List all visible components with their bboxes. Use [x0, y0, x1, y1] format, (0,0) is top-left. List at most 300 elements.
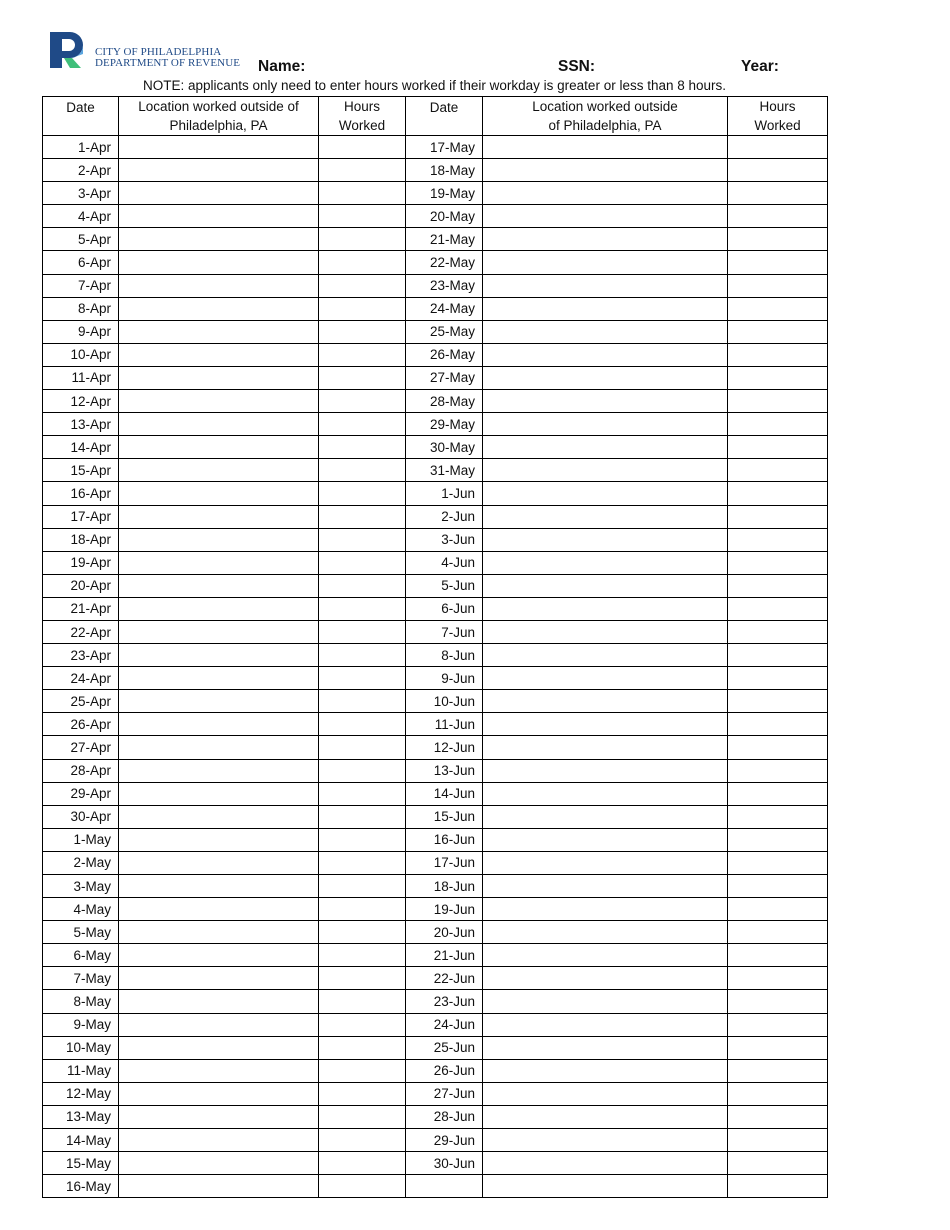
hours-entry-cell[interactable] — [319, 1082, 406, 1105]
hours-entry-cell[interactable] — [728, 898, 828, 921]
hours-entry-cell[interactable] — [319, 459, 406, 482]
hours-entry-cell[interactable] — [319, 736, 406, 759]
date-cell: 10-Apr — [43, 343, 119, 366]
location-entry-cell[interactable] — [483, 1036, 728, 1059]
location-entry-cell[interactable] — [119, 482, 319, 505]
location-entry-cell[interactable] — [483, 620, 728, 643]
hours-entry-cell[interactable] — [728, 205, 828, 228]
hours-entry-cell[interactable] — [728, 136, 828, 159]
date-cell: 29-Apr — [43, 782, 119, 805]
date-cell: 14-Jun — [406, 782, 483, 805]
hours-entry-cell[interactable] — [728, 644, 828, 667]
date-cell: 20-May — [406, 205, 483, 228]
hours-entry-cell[interactable] — [319, 1105, 406, 1128]
hours-entry-cell[interactable] — [319, 251, 406, 274]
table-row — [43, 736, 828, 759]
location-entry-cell[interactable] — [483, 1013, 728, 1036]
hours-entry-cell[interactable] — [728, 159, 828, 182]
location-entry-cell[interactable] — [119, 1036, 319, 1059]
date-cell: 10-May — [43, 1036, 119, 1059]
table-row — [43, 1105, 828, 1128]
hours-entry-cell[interactable] — [728, 459, 828, 482]
location-entry-cell[interactable] — [483, 1082, 728, 1105]
table-row — [43, 1059, 828, 1082]
table-row — [43, 228, 828, 251]
location-entry-cell[interactable] — [483, 574, 728, 597]
location-entry-cell[interactable] — [119, 597, 319, 620]
location-entry-cell[interactable] — [119, 1129, 319, 1152]
date-cell: 3-Apr — [43, 182, 119, 205]
location-entry-cell[interactable] — [119, 413, 319, 436]
location-entry-cell[interactable] — [483, 805, 728, 828]
location-entry-cell[interactable] — [483, 390, 728, 413]
date-cell: 24-Apr — [43, 667, 119, 690]
table-row — [43, 759, 828, 782]
location-entry-cell[interactable] — [483, 251, 728, 274]
location-entry-cell[interactable] — [119, 713, 319, 736]
date-cell: 12-May — [43, 1082, 119, 1105]
date-cell: 3-May — [43, 875, 119, 898]
logo-text — [95, 47, 240, 69]
location-entry-cell[interactable] — [483, 320, 728, 343]
date-cell: 11-Apr — [43, 366, 119, 389]
hours-entry-cell[interactable] — [728, 1129, 828, 1152]
date-cell: 8-Apr — [43, 297, 119, 320]
table-row — [43, 828, 828, 851]
hours-entry-cell[interactable] — [728, 1013, 828, 1036]
date-cell: 28-Apr — [43, 759, 119, 782]
date-cell: 10-Jun — [406, 690, 483, 713]
date-cell: 4-May — [43, 898, 119, 921]
hours-entry-cell[interactable] — [728, 944, 828, 967]
date-cell: 11-May — [43, 1059, 119, 1082]
hours-entry-cell[interactable] — [319, 759, 406, 782]
location-entry-cell[interactable] — [119, 205, 319, 228]
hours-entry-cell[interactable] — [728, 851, 828, 874]
date-cell: 30-Apr — [43, 805, 119, 828]
date-cell: 28-May — [406, 390, 483, 413]
date-cell: 21-Jun — [406, 944, 483, 967]
table-row — [43, 366, 828, 389]
hours-entry-cell[interactable] — [728, 921, 828, 944]
instruction-note: NOTE: applicants only need to enter hours worked if their workday is greater or less than 8 hours. — [142, 78, 727, 93]
location-entry-cell[interactable] — [119, 1105, 319, 1128]
hours-entry-cell[interactable] — [728, 274, 828, 297]
location-entry-cell[interactable] — [119, 782, 319, 805]
hours-entry-cell[interactable] — [319, 1059, 406, 1082]
location-entry-cell[interactable] — [119, 459, 319, 482]
date-cell: 2-Apr — [43, 159, 119, 182]
location-entry-cell[interactable] — [483, 1129, 728, 1152]
hours-entry-cell[interactable] — [319, 505, 406, 528]
hours-log-table — [42, 96, 828, 1198]
hours-entry-cell[interactable] — [728, 182, 828, 205]
date-cell: 5-May — [43, 921, 119, 944]
location-entry-cell[interactable] — [483, 667, 728, 690]
location-entry-cell[interactable] — [119, 898, 319, 921]
table-body — [43, 136, 828, 1198]
location-entry-cell[interactable] — [119, 159, 319, 182]
location-entry-cell[interactable] — [483, 413, 728, 436]
hours-entry-cell[interactable] — [728, 1036, 828, 1059]
hours-entry-cell[interactable] — [728, 413, 828, 436]
location-entry-cell[interactable] — [483, 528, 728, 551]
location-entry-cell[interactable] — [119, 805, 319, 828]
hours-entry-cell[interactable] — [728, 297, 828, 320]
location-entry-cell[interactable] — [483, 459, 728, 482]
hours-column-header: Hours Worked — [319, 97, 406, 136]
table-row — [43, 343, 828, 366]
location-entry-cell[interactable] — [119, 736, 319, 759]
hours-entry-cell[interactable] — [728, 620, 828, 643]
hours-entry-cell[interactable] — [728, 1082, 828, 1105]
hours-entry-cell[interactable] — [319, 528, 406, 551]
date-cell: 18-Jun — [406, 875, 483, 898]
location-entry-cell[interactable] — [119, 574, 319, 597]
hours-entry-cell[interactable] — [319, 921, 406, 944]
hours-entry-cell[interactable] — [319, 390, 406, 413]
hours-entry-cell[interactable] — [728, 1152, 828, 1175]
table-row — [43, 413, 828, 436]
date-cell: 12-Apr — [43, 390, 119, 413]
table-header-row — [43, 97, 828, 136]
hours-entry-cell[interactable] — [728, 828, 828, 851]
date-cell: 9-Apr — [43, 320, 119, 343]
location-entry-cell[interactable] — [483, 136, 728, 159]
hours-entry-cell[interactable] — [728, 736, 828, 759]
date-cell: 16-Apr — [43, 482, 119, 505]
hours-entry-cell[interactable] — [319, 136, 406, 159]
hours-entry-cell[interactable] — [319, 875, 406, 898]
location-entry-cell[interactable] — [483, 436, 728, 459]
hours-entry-cell[interactable] — [319, 713, 406, 736]
location-entry-cell[interactable] — [119, 182, 319, 205]
hours-entry-cell[interactable] — [728, 528, 828, 551]
location-entry-cell[interactable] — [119, 228, 319, 251]
location-entry-cell[interactable] — [119, 1059, 319, 1082]
hours-entry-cell[interactable] — [319, 574, 406, 597]
hours-entry-cell[interactable] — [728, 875, 828, 898]
hours-entry-cell[interactable] — [728, 667, 828, 690]
hours-entry-cell[interactable] — [319, 274, 406, 297]
date-cell: 29-Jun — [406, 1129, 483, 1152]
hours-entry-cell[interactable] — [319, 1013, 406, 1036]
location-entry-cell[interactable] — [119, 828, 319, 851]
date-cell: 20-Jun — [406, 921, 483, 944]
date-cell: 4-Apr — [43, 205, 119, 228]
date-cell: 6-Apr — [43, 251, 119, 274]
hours-entry-cell[interactable] — [728, 759, 828, 782]
hours-entry-cell[interactable] — [319, 851, 406, 874]
table-row — [43, 274, 828, 297]
location-entry-cell[interactable] — [483, 828, 728, 851]
hours-entry-cell[interactable] — [319, 782, 406, 805]
table-row — [43, 136, 828, 159]
date-cell: 12-Jun — [406, 736, 483, 759]
hours-entry-cell[interactable] — [319, 205, 406, 228]
hours-entry-cell[interactable] — [319, 828, 406, 851]
location-entry-cell[interactable] — [483, 1105, 728, 1128]
date-cell: 31-May — [406, 459, 483, 482]
location-entry-cell[interactable] — [483, 182, 728, 205]
hours-entry-cell[interactable] — [319, 597, 406, 620]
table-row — [43, 898, 828, 921]
location-entry-cell[interactable] — [119, 343, 319, 366]
location-entry-cell[interactable] — [483, 343, 728, 366]
location-entry-cell[interactable] — [119, 1013, 319, 1036]
date-cell: 29-May — [406, 413, 483, 436]
location-entry-cell[interactable] — [483, 274, 728, 297]
date-cell: 26-Apr — [43, 713, 119, 736]
date-cell: 26-Jun — [406, 1059, 483, 1082]
date-cell: 25-Apr — [43, 690, 119, 713]
date-cell: 13-May — [43, 1105, 119, 1128]
location-entry-cell[interactable] — [119, 1175, 319, 1198]
location-entry-cell[interactable] — [483, 205, 728, 228]
city-logo — [48, 30, 248, 72]
hours-entry-cell[interactable] — [319, 805, 406, 828]
hours-entry-cell[interactable] — [728, 343, 828, 366]
location-entry-cell[interactable] — [119, 1152, 319, 1175]
location-entry-cell[interactable] — [119, 759, 319, 782]
hours-entry-cell[interactable] — [319, 159, 406, 182]
hours-entry-cell[interactable] — [319, 1175, 406, 1198]
date-cell: 16-May — [43, 1175, 119, 1198]
date-cell: 13-Apr — [43, 413, 119, 436]
table-row — [43, 620, 828, 643]
location-entry-cell[interactable] — [483, 644, 728, 667]
location-entry-cell[interactable] — [119, 620, 319, 643]
location-entry-cell[interactable] — [119, 967, 319, 990]
hours-entry-cell[interactable] — [319, 551, 406, 574]
location-entry-cell[interactable] — [119, 875, 319, 898]
date-cell: 19-Jun — [406, 898, 483, 921]
date-cell: 9-Jun — [406, 667, 483, 690]
hours-entry-cell[interactable] — [319, 620, 406, 643]
name-label: Name: — [258, 58, 306, 75]
location-entry-cell[interactable] — [119, 690, 319, 713]
table-row — [43, 528, 828, 551]
date-cell: 21-Apr — [43, 597, 119, 620]
date-cell: 8-Jun — [406, 644, 483, 667]
location-entry-cell[interactable] — [483, 159, 728, 182]
hours-entry-cell[interactable] — [728, 320, 828, 343]
location-entry-cell[interactable] — [483, 1152, 728, 1175]
location-entry-cell[interactable] — [483, 505, 728, 528]
date-cell: 22-Apr — [43, 620, 119, 643]
hours-entry-cell[interactable] — [728, 690, 828, 713]
date-cell: 6-Jun — [406, 597, 483, 620]
hours-entry-cell[interactable] — [319, 413, 406, 436]
hours-entry-cell[interactable] — [319, 644, 406, 667]
date-cell: 1-Jun — [406, 482, 483, 505]
location-entry-cell[interactable] — [119, 944, 319, 967]
hours-entry-cell[interactable] — [319, 690, 406, 713]
location-entry-cell[interactable] — [483, 759, 728, 782]
location-entry-cell[interactable] — [119, 297, 319, 320]
table-row — [43, 436, 828, 459]
location-entry-cell[interactable] — [483, 875, 728, 898]
date-cell: 1-Apr — [43, 136, 119, 159]
hours-entry-cell[interactable] — [319, 320, 406, 343]
date-cell: 6-May — [43, 944, 119, 967]
hours-entry-cell[interactable] — [319, 297, 406, 320]
hours-entry-cell[interactable] — [728, 990, 828, 1013]
table-row — [43, 713, 828, 736]
hours-entry-cell[interactable] — [728, 713, 828, 736]
table-row — [43, 944, 828, 967]
hours-entry-cell[interactable] — [319, 1129, 406, 1152]
date-cell: 5-Jun — [406, 574, 483, 597]
date-cell: 24-May — [406, 297, 483, 320]
hours-entry-cell[interactable] — [728, 251, 828, 274]
date-cell: 15-Apr — [43, 459, 119, 482]
location-entry-cell[interactable] — [119, 551, 319, 574]
hours-entry-cell[interactable] — [728, 551, 828, 574]
hours-entry-cell[interactable] — [728, 574, 828, 597]
hours-entry-cell[interactable] — [319, 366, 406, 389]
date-cell: 18-Apr — [43, 528, 119, 551]
location-entry-cell[interactable] — [119, 921, 319, 944]
location-entry-cell[interactable] — [483, 921, 728, 944]
location-entry-cell[interactable] — [483, 482, 728, 505]
location-entry-cell[interactable] — [119, 528, 319, 551]
location-entry-cell[interactable] — [119, 1082, 319, 1105]
date-cell: 21-May — [406, 228, 483, 251]
location-entry-cell[interactable] — [483, 944, 728, 967]
location-entry-cell[interactable] — [483, 967, 728, 990]
table-row — [43, 390, 828, 413]
location-entry-cell[interactable] — [119, 436, 319, 459]
table-row — [43, 644, 828, 667]
location-entry-cell[interactable] — [119, 366, 319, 389]
hours-entry-cell[interactable] — [728, 436, 828, 459]
date-cell: 26-May — [406, 343, 483, 366]
table-row — [43, 690, 828, 713]
date-cell: 5-Apr — [43, 228, 119, 251]
table-row — [43, 205, 828, 228]
date-cell: 23-May — [406, 274, 483, 297]
date-cell: 13-Jun — [406, 759, 483, 782]
location-entry-cell[interactable] — [483, 551, 728, 574]
hours-entry-cell[interactable] — [728, 1105, 828, 1128]
date-cell: 22-Jun — [406, 967, 483, 990]
hours-entry-cell[interactable] — [319, 898, 406, 921]
hours-entry-cell[interactable] — [728, 228, 828, 251]
location-entry-cell[interactable] — [483, 990, 728, 1013]
table-row — [43, 667, 828, 690]
table-row — [43, 921, 828, 944]
location-entry-cell[interactable] — [483, 1175, 728, 1198]
date-cell: 25-May — [406, 320, 483, 343]
table-row — [43, 1175, 828, 1198]
location-entry-cell[interactable] — [483, 898, 728, 921]
table-row — [43, 251, 828, 274]
location-entry-cell[interactable] — [483, 782, 728, 805]
hours-entry-cell[interactable] — [319, 944, 406, 967]
table-row — [43, 320, 828, 343]
table-row — [43, 459, 828, 482]
hours-entry-cell[interactable] — [728, 597, 828, 620]
location-entry-cell[interactable] — [483, 597, 728, 620]
location-entry-cell[interactable] — [119, 851, 319, 874]
hours-entry-cell[interactable] — [319, 1036, 406, 1059]
hours-entry-cell[interactable] — [728, 782, 828, 805]
date-cell: 19-Apr — [43, 551, 119, 574]
table-row — [43, 505, 828, 528]
hours-entry-cell[interactable] — [728, 967, 828, 990]
date-cell: 11-Jun — [406, 713, 483, 736]
location-entry-cell[interactable] — [119, 390, 319, 413]
location-column-header-2: Location worked outside of Philadelphia, PA — [483, 97, 728, 136]
location-entry-cell[interactable] — [483, 690, 728, 713]
table-row — [43, 1036, 828, 1059]
hours-entry-cell[interactable] — [319, 228, 406, 251]
location-entry-cell[interactable] — [119, 505, 319, 528]
location-entry-cell[interactable] — [119, 320, 319, 343]
location-entry-cell[interactable] — [483, 713, 728, 736]
date-cell: 18-May — [406, 159, 483, 182]
location-entry-cell[interactable] — [483, 736, 728, 759]
date-cell: 22-May — [406, 251, 483, 274]
hours-entry-cell[interactable] — [319, 343, 406, 366]
location-entry-cell[interactable] — [119, 990, 319, 1013]
location-column-header: Location worked outside of Philadelphia, PA — [119, 97, 319, 136]
table-row — [43, 851, 828, 874]
table-row — [43, 297, 828, 320]
location-entry-cell[interactable] — [483, 851, 728, 874]
location-entry-cell[interactable] — [119, 644, 319, 667]
hours-entry-cell[interactable] — [319, 436, 406, 459]
date-cell: 20-Apr — [43, 574, 119, 597]
table-row — [43, 597, 828, 620]
hours-entry-cell[interactable] — [319, 482, 406, 505]
hours-entry-cell[interactable] — [728, 482, 828, 505]
date-column-header: Date — [43, 97, 119, 136]
location-entry-cell[interactable] — [483, 366, 728, 389]
hours-entry-cell[interactable] — [319, 182, 406, 205]
date-cell: 28-Jun — [406, 1105, 483, 1128]
date-cell: 19-May — [406, 182, 483, 205]
location-entry-cell[interactable] — [119, 274, 319, 297]
date-cell: 17-Jun — [406, 851, 483, 874]
location-entry-cell[interactable] — [483, 297, 728, 320]
location-entry-cell[interactable] — [483, 1059, 728, 1082]
date-cell: 25-Jun — [406, 1036, 483, 1059]
date-cell: 23-Jun — [406, 990, 483, 1013]
hours-entry-cell[interactable] — [728, 1175, 828, 1198]
hours-entry-cell[interactable] — [319, 1152, 406, 1175]
philadelphia-r-logo-icon — [48, 30, 88, 70]
location-entry-cell[interactable] — [483, 228, 728, 251]
location-entry-cell[interactable] — [119, 251, 319, 274]
hours-entry-cell[interactable] — [728, 390, 828, 413]
location-entry-cell[interactable] — [119, 667, 319, 690]
date-column-header-2: Date — [406, 97, 483, 136]
location-entry-cell[interactable] — [119, 136, 319, 159]
date-cell: 14-May — [43, 1129, 119, 1152]
hours-entry-cell[interactable] — [728, 366, 828, 389]
hours-entry-cell[interactable] — [728, 1059, 828, 1082]
hours-entry-cell[interactable] — [319, 967, 406, 990]
table-row — [43, 967, 828, 990]
hours-entry-cell[interactable] — [728, 805, 828, 828]
hours-entry-cell[interactable] — [319, 990, 406, 1013]
date-cell: 14-Apr — [43, 436, 119, 459]
hours-entry-cell[interactable] — [319, 667, 406, 690]
year-label: Year: — [741, 58, 779, 75]
hours-entry-cell[interactable] — [728, 505, 828, 528]
